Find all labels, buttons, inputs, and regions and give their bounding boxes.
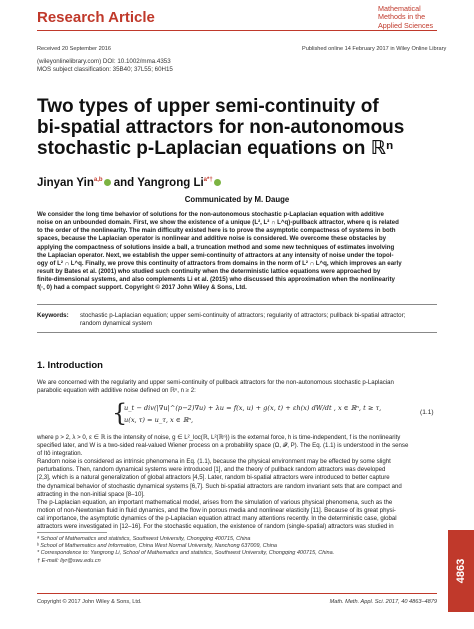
author-conjunction: and [113,177,135,189]
journal-name-line: Mathematical [378,4,421,13]
body-line: where p > 2, λ > 0, ε ∈ ℝ is the intensity of noise, g ∈ L²_loc(ℝ, L²(ℝⁿ)) is the external force, h is time-independent, f is the nonlinearity [37,434,401,441]
keywords-line: stochastic p-Laplacian equation; upper semi-continuity of attractors; regularity of attractors; pullback bi-spatial attractor; [80,312,406,319]
mos-classification: MOS subject classification: 35B40; 37L55; 60H15 [37,66,173,73]
body-line: parabolic equation with additive noise defined on ℝⁿ, n ≥ 2: [37,387,196,395]
author-list [37,177,221,189]
communicated-by: Communicated by M. Dauge [184,195,290,204]
journal-name-line: Methods in the [378,12,426,22]
abstract-line: f(·, 0) had a compact support. Copyright © 2017 John Wiley & Sons, Ltd. [37,284,247,292]
body-line: motion of non-Newtonian fluid in fluid dynamics, and the flow in porous media and nonlinear elasticity [11]. Because of its great physi- [37,506,396,514]
keywords-label: Keywords: [37,312,69,319]
footnote-line: ª School of Mathematics and statistics, Southwest University, Chongqing 400715, China [37,536,251,542]
author-name[interactable]: Yangrong Li [137,177,204,189]
footnote-line: * Correspondence to: Yangrong Li, School of Mathematics and statistics, Southwest University, Chongqing 400715, China. [37,550,335,557]
footnote-line[interactable]: † E-mail: liyr@swu.edu.cn [37,557,101,564]
body-line: The p-Laplacian equation, an important mathematical model, arises from the simulation of various physical phenomena, such as the [37,498,393,506]
footer-rule [37,593,437,594]
title-line: bi-spatial attractors for non-autonomous [37,117,405,138]
author-name[interactable]: Jinyan Yin [37,177,94,189]
keywords-line: random dynamical system [80,320,152,327]
keywords-top-rule [37,304,437,305]
page-number: 4863 [455,558,467,584]
body-line: [2,3], which is a natural generalization of global attractors [4,5]. Later, random bi-spatial attractors were introduced to better capture [37,474,390,482]
title-line: stochastic p-Laplacian equations on ℝⁿ [37,138,394,159]
received-date: Received 20 September 2016 [37,46,112,52]
body-paragraph [37,434,437,531]
abstract-line: the Laplacian operator. Next, we establish the upper semi-continuity of attractors at any intensity of noise under the topol- [37,251,394,259]
title-line: Two types of upper semi-continuity of [37,96,379,117]
abstract-line: spaces, because the Laplacian operator is nonlinear and additive noise is considered. We overcome these obstacles by [37,235,387,243]
footer-copyright: Copyright © 2017 John Wiley & Sons, Ltd. [37,599,142,605]
intro-paragraph [37,379,437,395]
section-heading: 1. Introduction [37,360,103,371]
abstract-line: We consider the long time behavior of solutions for the non-autonomous stochastic p-Laplacian equation with additive [37,211,384,218]
equation-line: u_t − div(|∇u|^(p−2)∇u) + λu = f(x, u) + g(x, t) + εh(x) dW/dt , x ∈ ℝⁿ, t ≥ τ, [124,404,382,412]
author-affiliation-mark: a*† [203,177,213,184]
header-divider [37,30,437,31]
abstract-line: finite-dimensional systems, and also complements Li et al. (2015) who discussed this approximation when the nonlinearity [37,276,395,284]
footnotes [37,536,437,565]
body-line: attractors were investigated in [12–16]. For the stochastic equation, the existence of random (single-spatial) attractors was studied in [37,523,394,531]
abstract-line: applying the compactness of solutions inside a ball, a truncation method and some new techniques of estimates involving [37,243,395,251]
footnote-rule [37,532,107,533]
keywords-bottom-rule [37,332,437,333]
abstract-line: noise on an unbounded domain. First, we show the existence of a unique (L², L² ∩ L^q)-pullback attractor, where q is related [37,219,399,227]
abstract [37,211,437,293]
body-line: We are concerned with the regularity and upper semi-continuity of pullback attractors for the non-autonomous stochastic p-Laplacian [37,379,394,386]
author-affiliation-mark: a,b [93,177,103,184]
doi-line[interactable]: (wileyonlinelibrary.com) DOI: 10.1002/mma.4353 [37,58,171,65]
page-number-tab [448,530,474,612]
published-date: Published online 14 February 2017 in Wiley Online Library [302,46,447,52]
paper-title [37,96,437,159]
footer-citation: Math. Meth. Appl. Sci. 2017, 40 4863–4879 [329,599,437,605]
orcid-icon[interactable] [214,179,221,186]
body-line: the dynamical behavior of stochastic dynamical systems [6,7]. Such bi-spatial attractors are random invariant sets that are compact and [37,482,402,490]
body-line: of Itô integration. [37,450,83,458]
article-identifiers [37,58,173,74]
abstract-line: to the order of the nonlinearity. The main difficulty existed here is to prove the asymptotic compactness of systems in both [37,227,396,235]
orcid-icon[interactable] [104,179,111,186]
body-line: perturbations. Then, random dynamical systems were introduced [1], and the theory of pullback random attractors was developed [37,466,386,474]
body-line: specified later, and W is a two-sided real-valued Wiener process on a probability space (Ω, 𝓕, P). The Eq. (1.1) is understood in the sense [37,442,409,450]
equation-brace: { [112,399,128,427]
equation-number: (1.1) [420,409,434,416]
journal-name-line: Applied Sciences [378,20,434,30]
journal-name[interactable] [378,5,448,30]
footnote-line: ᵇ School of Mathematics and Information, China West Normal University, Nanchong 637009, China [37,543,277,550]
abstract-line: ogy of L² ∩ L^q. Finally, we prove this continuity of attractors from domains in the norm of L² ∩ L^q, which improves an early [37,259,402,267]
abstract-line: result by Bates et al. (2001) who studied such continuity when the deterministic lattice equations were approached by [37,268,381,276]
body-line: cal importance, the asymptotic dynamics of the p-Laplacian equation attract many attentions recently. In the deterministic case, global [37,514,397,522]
keywords-list [80,312,437,328]
body-line: attracting in the non-initial space [8–10]. [37,490,145,498]
equation-line: u(x, τ) = u_τ, x ∈ ℝⁿ, [124,416,194,424]
article-type-label: Research Article [37,9,155,26]
body-line: Random noise is considered as intrinsic phenomena in Eq. (1.1), because the physical environment may be effected by some slight [37,458,391,466]
